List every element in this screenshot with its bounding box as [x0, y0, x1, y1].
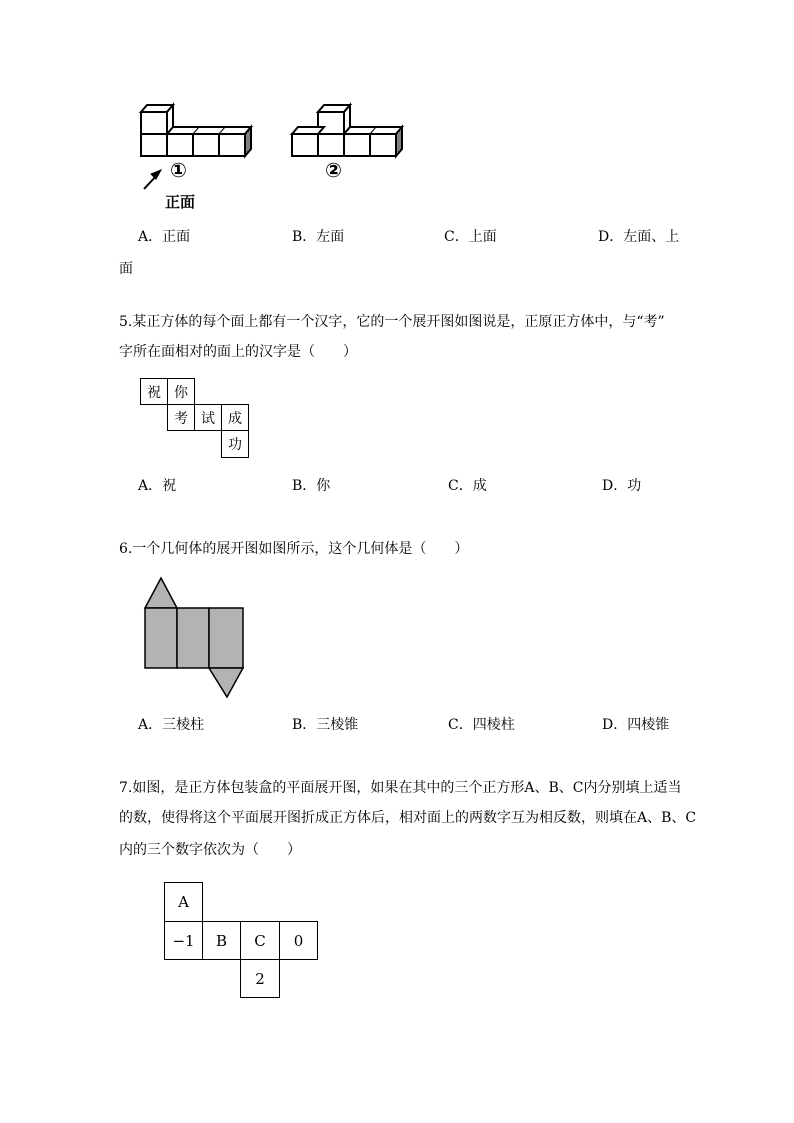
q6-option-a[interactable]: A．三棱柱	[138, 717, 205, 733]
q6-face-2	[177, 608, 209, 668]
q5-net-cell: 考	[167, 404, 195, 431]
q6-stem: 6.一个几何体的展开图如图所示，这个几何体是（ ）	[119, 541, 469, 557]
q6-option-b[interactable]: B．三棱锥	[292, 717, 359, 733]
q4-option-c[interactable]: C．上面	[444, 229, 497, 245]
q5-net-cell: 功	[221, 430, 249, 458]
q4-option-d[interactable]: D．左面、上	[598, 229, 680, 245]
q7-net-cell-0: 0	[279, 921, 318, 960]
q7-net-cell-a: A	[164, 882, 203, 922]
q4-option-d-wrap: 面	[119, 261, 133, 277]
q6-option-c[interactable]: C．四棱柱	[448, 717, 515, 733]
q4-figure-1-label: ①	[170, 158, 187, 182]
q6-face-3	[209, 608, 243, 668]
q6-prism-net	[140, 574, 250, 702]
q5-option-c[interactable]: C．成	[448, 478, 487, 494]
q5-net-cell: 你	[167, 378, 195, 405]
q7-net-cell-2: 2	[240, 959, 280, 998]
q5-stem-line-2: 字所在面相对的面上的汉字是（ ）	[119, 344, 357, 360]
q4-front-arrow-icon	[144, 170, 161, 189]
q6-face-1	[145, 608, 177, 668]
q5-stem-line-1: 5.某正方体的每个面上都有一个汉字，它的一个展开图如图说是，正原正方体中，与“考”	[119, 314, 665, 330]
q4-figure-2-label: ②	[325, 158, 342, 182]
q5-option-d[interactable]: D．功	[602, 478, 642, 494]
q4-option-a[interactable]: A．正面	[138, 229, 191, 245]
q5-option-b[interactable]: B．你	[292, 478, 331, 494]
q6-top-triangle	[145, 578, 177, 608]
q7-stem-line-1: 7.如图，是正方体包装盒的平面展开图，如果在其中的三个正方形A、B、C内分别填上适当	[119, 780, 682, 796]
q4-option-b[interactable]: B．左面	[292, 229, 345, 245]
q4-figure-2-cubes	[292, 105, 402, 156]
q6-bottom-triangle	[209, 668, 243, 697]
q5-option-a[interactable]: A．祝	[138, 478, 177, 494]
q7-net-cell-neg1: −1	[164, 921, 203, 960]
q7-stem-line-2: 的数，使得将这个平面展开图折成正方体后，相对面上的两数字互为相反数，则填在A、B、C	[119, 810, 697, 826]
q6-option-d[interactable]: D．四棱锥	[602, 717, 670, 733]
q7-net-cell-c: C	[240, 921, 280, 960]
q7-net-cell-b: B	[202, 921, 241, 960]
q4-front-label: 正面	[165, 193, 196, 211]
q5-net-cell: 祝	[140, 378, 168, 405]
q7-stem-line-3: 内的三个数字依次为（ ）	[119, 842, 301, 858]
q5-net-cell: 成	[221, 404, 249, 431]
q5-net-cell: 试	[194, 404, 222, 431]
